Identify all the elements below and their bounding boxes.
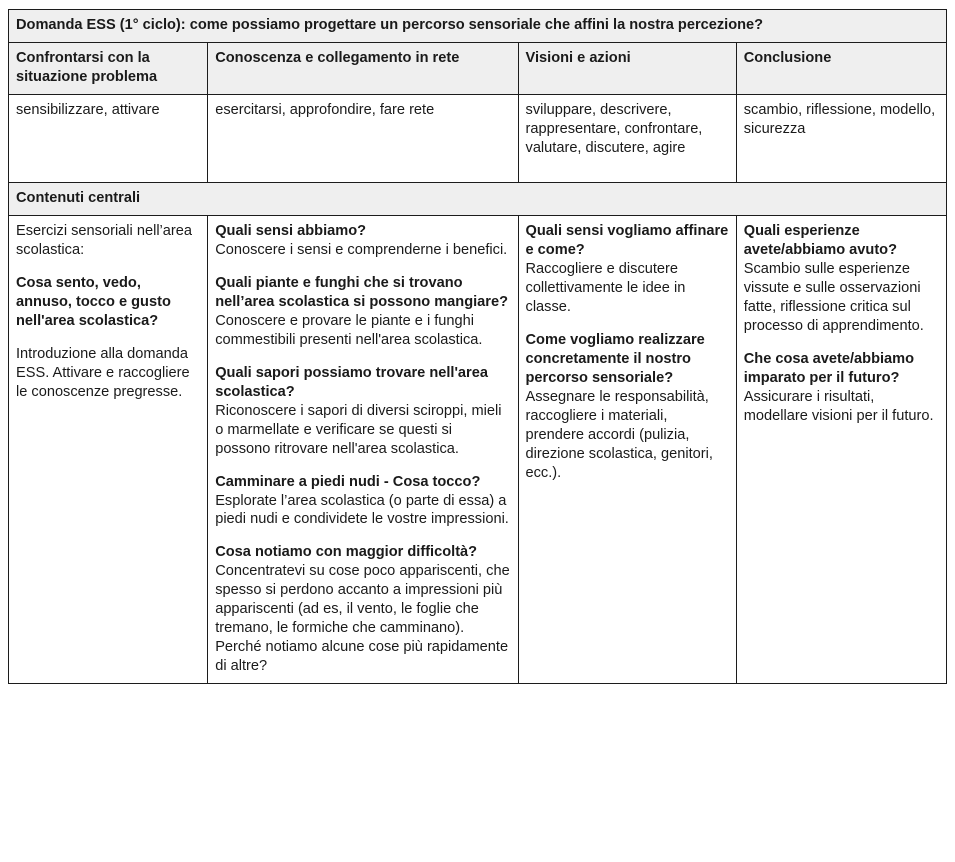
table-phases-row	[9, 94, 947, 182]
content-qa-answer: Raccogliere e discutere collettivamente le idee in classe.	[525, 260, 686, 315]
table-header-row	[9, 42, 947, 94]
content-question-block	[16, 274, 200, 331]
content-qa-question: Quali sensi abbiamo?	[215, 222, 367, 239]
content-qa-answer: Scambio sulle esperienze vissute e sulle osservazioni fatte, riflessione critica sul processo di apprendimento.	[743, 260, 924, 334]
content-qa-question: Camminare a piedi nudi - Cosa tocco?	[215, 473, 481, 490]
content-qa-question: Quali esperienze avete/abbiamo avuto?	[743, 222, 898, 258]
content-cell-conclusione	[736, 215, 946, 683]
content-qa-block	[526, 222, 729, 317]
phase-keywords-2: esercitarsi, approfondire, fare rete	[208, 94, 518, 182]
content-intro-text: Esercizi sensoriali nell’area scolastica:	[16, 222, 193, 258]
phase-keywords-3: sviluppare, descrivere, rappresentare, confrontare, valutare, discutere, agire	[518, 94, 736, 182]
content-body-block	[16, 345, 200, 402]
content-qa-block	[215, 543, 510, 676]
content-qa-block	[215, 364, 510, 459]
content-qa-question: Cosa notiamo con maggior difficoltà?	[215, 544, 478, 561]
content-cell-conoscenza	[208, 215, 518, 683]
content-qa-question: Quali sensi vogliamo affinare e come?	[525, 222, 729, 258]
content-qa-question: Quali piante e funghi che si trovano nell’area scolastica si possono mangiare?	[215, 274, 509, 310]
content-qa-answer: Esplorate l’area scolastica (o parte di essa) a piedi nudi e condividete le vostre impressioni.	[215, 492, 509, 528]
column-header-confrontarsi: Confrontarsi con la situazione problema	[9, 42, 208, 94]
content-qa-answer: Conoscere e provare le piante e i funghi commestibili presenti nell'area scolastica.	[215, 312, 483, 348]
content-qa-block	[215, 222, 510, 260]
content-question-text: Cosa sento, vedo, annuso, tocco e gusto nell'area scolastica?	[16, 274, 171, 329]
table-section-row	[9, 182, 947, 215]
content-qa-block	[526, 331, 729, 483]
content-qa-block	[215, 473, 510, 530]
content-qa-answer: Concentratevi su cose poco appariscenti, che spesso si perdono accanto a impressioni più appariscenti (ad es, il vento, le foglie che tremano, le formiche che camminano). Perché notiamo alcune cose più rapidamente di altre?	[215, 563, 510, 675]
content-intro-block	[16, 222, 200, 260]
section-label-contenuti-centrali: Contenuti centrali	[9, 182, 947, 215]
content-qa-answer: Riconoscere i sapori di diversi sciroppi, mieli o marmellate e verificare se questi si possono ritrovare nell'area scolastica.	[215, 402, 502, 457]
table-title-row	[9, 10, 947, 43]
document-title: Domanda ESS (1° ciclo): come possiamo progettare un percorso sensoriale che affini la nostra percezione?	[9, 10, 947, 43]
column-header-conclusione: Conclusione	[736, 42, 946, 94]
content-qa-question: Quali sapori possiamo trovare nell'area scolastica?	[215, 364, 488, 400]
content-qa-question: Come vogliamo realizzare concretamente il nostro percorso sensoriale?	[525, 331, 705, 386]
phase-keywords-1: sensibilizzare, attivare	[9, 94, 208, 182]
content-cell-confrontarsi	[9, 215, 208, 683]
content-qa-block	[744, 222, 939, 336]
content-qa-question: Che cosa avete/abbiamo imparato per il futuro?	[743, 350, 915, 386]
column-header-visioni: Visioni e azioni	[518, 42, 736, 94]
content-qa-answer: Conoscere i sensi e comprenderne i benefici.	[215, 241, 508, 258]
content-cell-visioni	[518, 215, 736, 683]
content-qa-block	[744, 350, 939, 426]
column-header-conoscenza: Conoscenza e collegamento in rete	[208, 42, 518, 94]
content-qa-block	[215, 274, 510, 350]
table-content-row	[9, 215, 947, 683]
ess-planning-table	[8, 9, 947, 684]
content-qa-answer: Assicurare i risultati, modellare visioni per il futuro.	[743, 388, 934, 424]
content-body-text: Introduzione alla domanda ESS. Attivare e raccogliere le conoscenze pregresse.	[16, 345, 190, 400]
phase-keywords-4: scambio, riflessione, modello, sicurezza	[736, 94, 946, 182]
content-qa-answer: Assegnare le responsabilità, raccogliere i materiali, prendere accordi (pulizia, direzione scolastica, genitori, ecc.).	[525, 388, 713, 481]
